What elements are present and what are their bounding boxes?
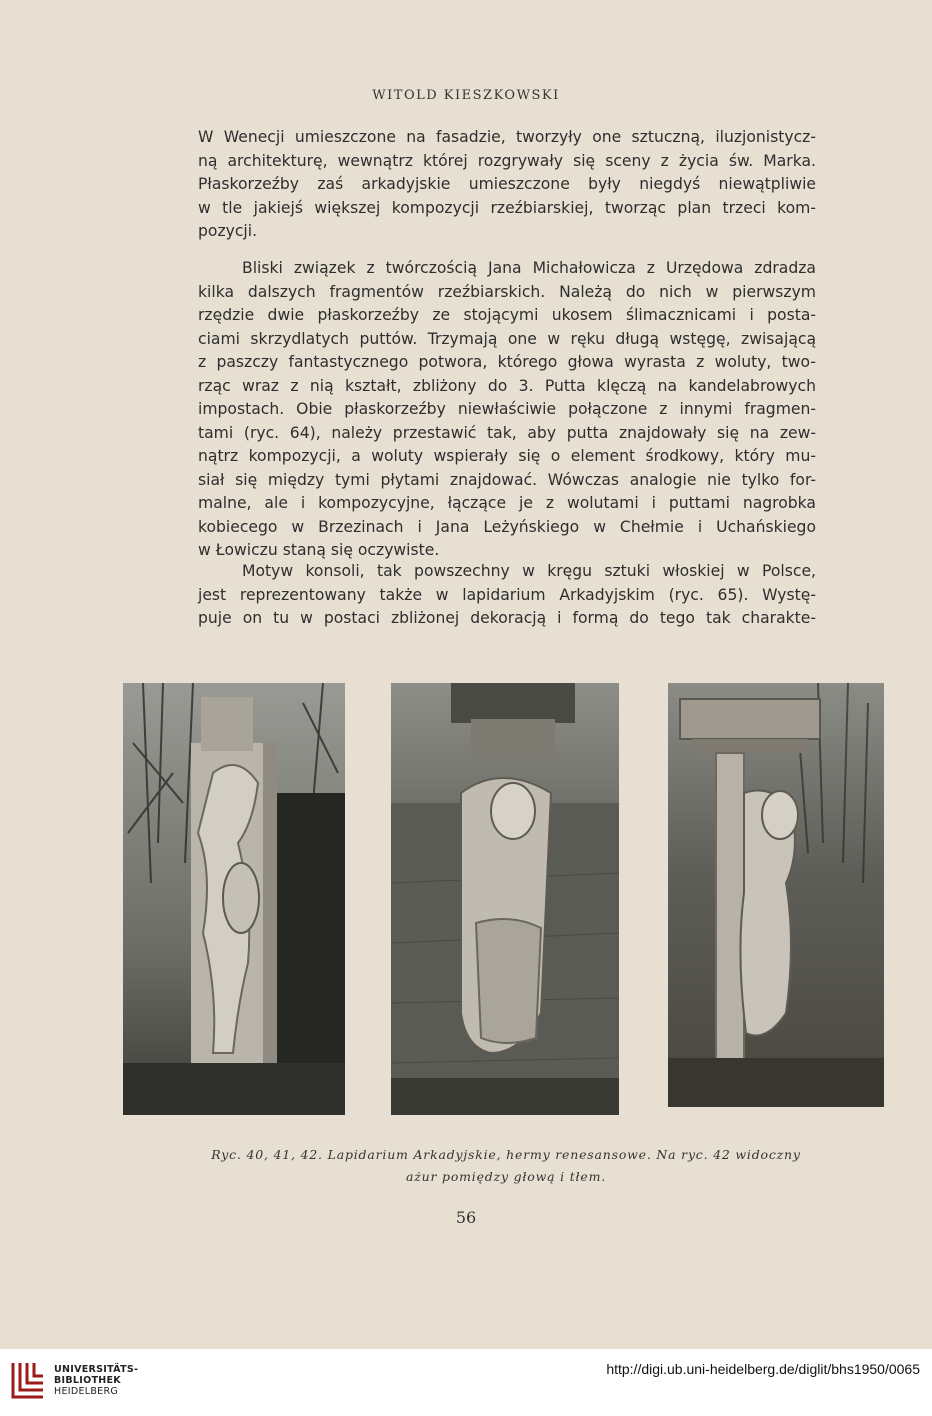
logo-line-2: BIBLIOTHEK [54, 1375, 121, 1386]
text-line: malne, ale i kompozycyjne, łączące je z wolutami i puttami nagrobka [198, 494, 816, 512]
paragraph-2 [198, 257, 816, 563]
text-line: Bliski związek z twórczością Jana Michałowicza z Urzędowa zdradza [242, 259, 816, 277]
figure-caption [196, 1144, 816, 1188]
text-line: ciami skrzydlatych puttów. Trzymają one w ręku długą wstęgę, zwisającą [198, 329, 816, 348]
paragraph-3 [198, 560, 816, 631]
text-line: tami (ryc. 64), należy przestawić tak, aby putta znajdowały się na zew- [198, 423, 816, 442]
text-line: nątrz kompozycji, a woluty wspierały się o element środkowy, który mu- [198, 447, 816, 465]
page-number: 56 [455, 1208, 477, 1227]
figure-ryc-41 [391, 683, 619, 1115]
herm-photo-1 [123, 683, 345, 1115]
figure-ryc-42 [668, 683, 884, 1107]
text-line: w Łowiczu staną się oczywiste. [198, 541, 440, 559]
text-line: kilka dalszych fragmentów rzeźbiarskich. Należą do nich w pierwszym [198, 282, 816, 301]
text-line: ną architekturę, wewnątrz której rozgrywały się sceny z życia św. Marka. [198, 151, 816, 170]
text-line: z paszczy fantastycznego potwora, którego głowa wyrasta z woluty, two- [198, 353, 816, 371]
text-line: siał się między tymi płytami znajdować. Wówczas analogie nie tylko for- [198, 470, 816, 489]
caption-line-1: Ryc. 40, 41, 42. Lapidarium Arkadyjskie, hermy renesansowe. Na ryc. 42 widoczny [211, 1147, 801, 1162]
text-line: Płaskorzeźby zaś arkadyjskie umieszczone były niegdyś niewątpliwie [198, 175, 816, 193]
text-line: W Wenecji umieszczone na fasadzie, tworzyły one sztuczną, iluzjonistycz- [198, 128, 816, 146]
text-line: w tle jakiejś większej kompozycji rzeźbiarskiej, tworząc plan trzeci kom- [198, 198, 816, 217]
text-line: Motyw konsoli, tak powszechny w kręgu sztuki włoskiej w Polsce, [242, 562, 816, 580]
permalink-url[interactable]: http://digi.ub.uni-heidelberg.de/diglit/bhs1950/0065 [606, 1361, 920, 1377]
logo-line-1: UNIVERSITÄTS- [54, 1364, 139, 1375]
text-line: pozycji. [198, 222, 258, 240]
herm-photo-3 [668, 683, 884, 1107]
text-line: kobiecego w Brzezinach i Jana Leżyńskiego w Chełmie i Uchańskiego [198, 517, 816, 536]
herm-photo-2 [391, 683, 619, 1115]
figure-ryc-40 [123, 683, 345, 1115]
library-logo-icon [10, 1360, 46, 1400]
text-line: rząc wraz z nią kształt, zbliżony do 3. Putta klęczą na kandelabrowych [198, 376, 816, 395]
text-line: rzędzie dwie płaskorzeźby ze stojącymi ukosem ślimacznicami i posta- [198, 306, 816, 324]
viewer-footer [0, 1349, 932, 1416]
text-line: impostach. Obie płaskorzeźby niewłaściwie połączone z innymi fragmen- [198, 400, 816, 418]
running-head: WITOLD KIESZKOWSKI [372, 88, 560, 103]
caption-line-2: ażur pomiędzy głową i tłem. [405, 1169, 606, 1184]
text-line: puje on tu w postaci zbliżonej dekoracją i formą do tego tak charakte- [198, 609, 816, 627]
library-logo-text [54, 1364, 138, 1397]
paragraph-1 [198, 126, 816, 244]
text-line: jest reprezentowany także w lapidarium Arkadyjskim (ryc. 65). Wystę- [198, 585, 816, 604]
logo-line-3: HEIDELBERG [54, 1386, 119, 1397]
